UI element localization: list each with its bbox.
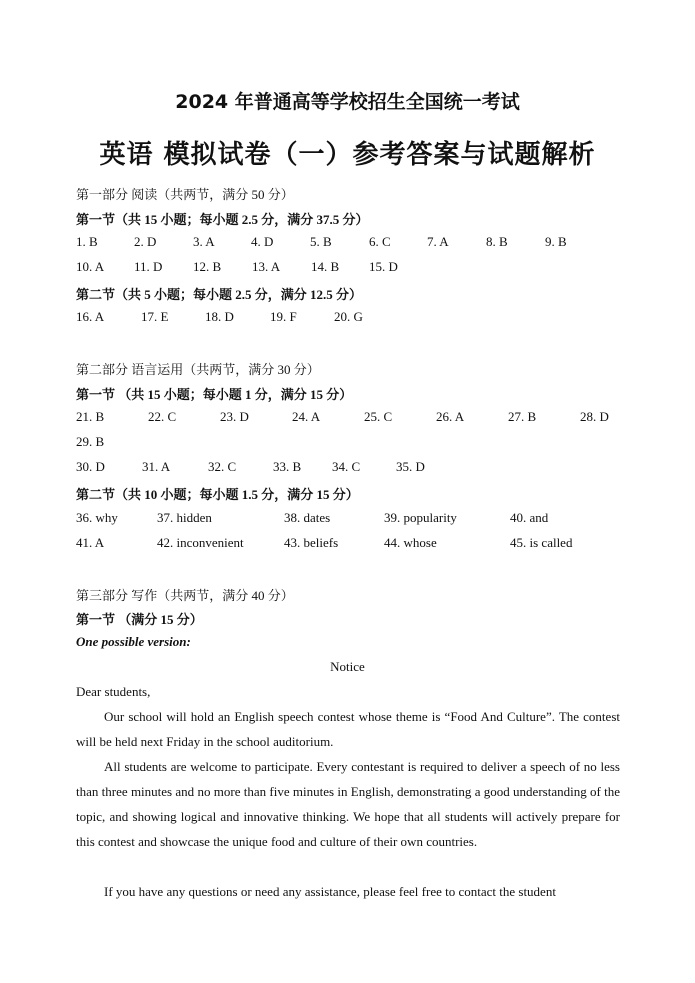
answer-item: 26. A: [436, 409, 465, 424]
answer-item: 25. C: [364, 409, 393, 424]
part1-sec2-heading: 第二节（共 5 小题；每小题 2.5 分，满分 12.5 分）: [76, 287, 363, 302]
part1-sec1-heading: 第一节（共 15 小题；每小题 2.5 分，满分 37.5 分）: [76, 212, 369, 227]
answer-item: 31. A: [142, 459, 171, 474]
answer-item: 6. C: [369, 234, 391, 249]
answer-item: 24. A: [292, 409, 321, 424]
essay-paragraph: If you have any questions or need any assistance, please feel free to contact the student: [104, 884, 556, 899]
answer-item: 32. C: [208, 459, 237, 474]
answer-item: 11. D: [134, 259, 163, 274]
part2-sec2-heading: 第二节（共 10 小题；每小题 1.5 分，满分 15 分）: [76, 487, 359, 502]
paper-title: 英语 模拟试卷（一）参考答案与试题解析: [99, 140, 596, 170]
answer-item: 3. A: [193, 234, 215, 249]
part3-sec1-heading: 第一节 （满分 15 分）: [76, 612, 203, 627]
answer-item: 10. A: [76, 259, 105, 274]
answer-item: 18. D: [205, 309, 234, 324]
answer-item: 4. D: [251, 234, 274, 249]
answer-item: 9. B: [545, 234, 567, 249]
version-label: One possible version:: [76, 634, 191, 649]
answer-item: 41. A: [76, 535, 105, 550]
answer-item: 44. whose: [384, 535, 437, 550]
greeting: Dear students,: [76, 684, 151, 699]
answer-item: 42. inconvenient: [157, 535, 244, 550]
part2-heading: 第二部分 语言运用（共两节，满分 30 分）: [76, 362, 320, 377]
part2-sec1-heading: 第一节 （共 15 小题；每小题 1 分，满分 15 分）: [76, 387, 353, 402]
answer-item: 45. is called: [510, 535, 573, 550]
answer-item: 8. B: [486, 234, 508, 249]
answer-item: 21. B: [76, 409, 105, 424]
answer-item: 15. D: [369, 259, 398, 274]
answer-item: 16. A: [76, 309, 105, 324]
answer-item: 27. B: [508, 409, 537, 424]
answer-item: 17. E: [141, 309, 169, 324]
answer-item: 37. hidden: [157, 510, 212, 525]
notice-title: Notice: [330, 659, 365, 674]
answer-item: 14. B: [311, 259, 340, 274]
answer-item: 19. F: [270, 309, 297, 324]
essay-paragraph: Our school will hold an English speech contest whose theme is “Food And Culture”. The contest will be held next Friday in the school auditorium.: [76, 709, 620, 749]
answer-item: 33. B: [273, 459, 302, 474]
answer-item: 7. A: [427, 234, 449, 249]
answer-item: 13. A: [252, 259, 281, 274]
exam-title: 2024 年普通高等学校招生全国统一考试: [175, 91, 520, 113]
answer-item: 29. B: [76, 434, 105, 449]
answer-item: 20. G: [334, 309, 363, 324]
part1-heading: 第一部分 阅读（共两节，满分 50 分）: [76, 187, 294, 202]
answer-item: 43. beliefs: [284, 535, 339, 550]
essay-paragraph: All students are welcome to participate. Every contestant is required to deliver a speech of no less than three minutes and no more than five minutes in English, demonstrating a good understanding of the topic, and showing logical and innovative thinking. We hope that all students will actively prepare for this contest and showcase the unique food and culture of their own countries.: [76, 759, 620, 849]
answer-item: 5. B: [310, 234, 332, 249]
answer-item: 35. D: [396, 459, 425, 474]
answer-item: 39. popularity: [384, 510, 457, 525]
answer-item: 34. C: [332, 459, 361, 474]
answer-item: 36. why: [76, 510, 118, 525]
answer-item: 1. B: [76, 234, 98, 249]
answer-item: 40. and: [510, 510, 549, 525]
answer-item: 22. C: [148, 409, 177, 424]
answer-item: 23. D: [220, 409, 249, 424]
answer-item: 2. D: [134, 234, 157, 249]
answer-item: 12. B: [193, 259, 222, 274]
answer-item: 30. D: [76, 459, 105, 474]
part3-heading: 第三部分 写作（共两节，满分 40 分）: [76, 588, 294, 603]
answer-item: 38. dates: [284, 510, 331, 525]
answer-item: 28. D: [580, 409, 609, 424]
